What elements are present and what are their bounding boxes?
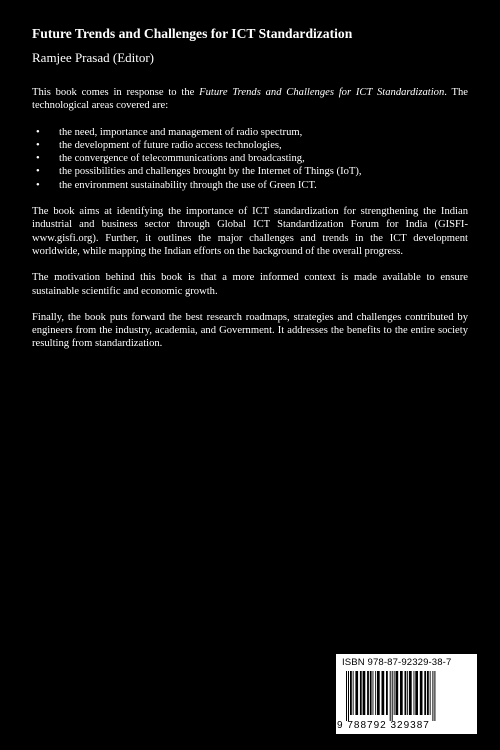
blurb [32, 86, 468, 364]
barcode-bar [392, 671, 393, 721]
barcode-bar [430, 671, 431, 715]
topic-text: the possibilities and challenges brought by the Internet of Things (IoT), [59, 166, 362, 178]
barcode-bar [355, 671, 358, 715]
intro-prefix: This book comes in response to the [32, 87, 200, 98]
barcode-bar [427, 671, 429, 715]
bullet-icon: • [36, 139, 40, 151]
bullet-icon: • [36, 179, 40, 191]
list-item [32, 179, 468, 192]
motivation-paragraph: The motivation behind this book is that a more informed context is made available to ensure sustainable scientific and economic growth. [32, 272, 468, 297]
list-item [32, 165, 468, 178]
barcode-bar [363, 671, 366, 715]
barcode-bars [344, 671, 469, 721]
aims-paragraph: The book aims at identifying the importance of ICT standardization for strengthening the Indian industrial and business sector through Global ICT Standardization Forum for India (GISFI-www.gisfi.org). Further, it outlines the major challenges and trends in the ICT development worldwide, while mapping the Indian efforts on the background of the overall progress. [32, 206, 468, 257]
barcode-bar [414, 671, 415, 715]
barcode-bar [353, 671, 354, 715]
barcode-bar [377, 671, 380, 715]
intro-paragraph [32, 86, 468, 113]
topic-text: the need, importance and management of radio spectrum, [59, 126, 303, 138]
topic-text: the development of future radio access technologies, [59, 139, 282, 151]
list-item [32, 139, 468, 152]
bullet-icon: • [36, 153, 40, 165]
barcode-digits: 9 788792 329387 [337, 720, 430, 731]
book-editor: Ramjee Prasad (Editor) [32, 50, 155, 65]
topic-text: the environment sustainability through the use of Green ICT. [59, 179, 317, 191]
book-title: Future Trends and Challenges for ICT Standardization [32, 26, 353, 41]
barcode-bar [350, 671, 352, 715]
barcode-bar [382, 671, 385, 715]
barcode-bar [424, 671, 426, 715]
barcode-bar [409, 671, 412, 715]
barcode-bar [346, 671, 347, 721]
barcode-bar [348, 671, 349, 721]
isbn-label: ISBN 978-87-92329-38-7 [342, 657, 452, 668]
bullet-icon: • [36, 166, 40, 178]
intro-suffix: . The technological areas covered are: [32, 87, 468, 112]
barcode-bar [394, 671, 395, 715]
barcode-bar [407, 671, 408, 715]
barcode-bar [405, 671, 407, 715]
barcode-bar [420, 671, 423, 715]
conclusion-paragraph: Finally, the book puts forward the best research roadmaps, strategies and challenges contributed by engineers from the industry, academia, and Government. It addresses the benefits to the entire society resulting from standardization. [32, 311, 468, 350]
barcode-bar [373, 671, 374, 715]
barcode-bar [390, 671, 391, 721]
barcode-bar [432, 671, 433, 721]
barcode-bar [370, 671, 372, 715]
barcode-bar [400, 671, 403, 715]
bullet-icon: • [36, 126, 40, 138]
barcode-bar [415, 671, 418, 715]
barcode-bar [386, 671, 388, 715]
barcode-bar [367, 671, 369, 715]
barcode-bar [360, 671, 362, 715]
list-item [32, 152, 468, 165]
barcode-bar [434, 671, 435, 721]
list-item [32, 126, 468, 139]
barcode-bar [396, 671, 399, 715]
topic-text: the convergence of telecommunications and broadcasting, [59, 153, 305, 165]
isbn-barcode [336, 654, 477, 734]
topic-list [32, 126, 468, 192]
intro-book-title: Future Trends and Challenges for ICT Standardization [199, 87, 445, 98]
barcode-bar [375, 671, 376, 715]
